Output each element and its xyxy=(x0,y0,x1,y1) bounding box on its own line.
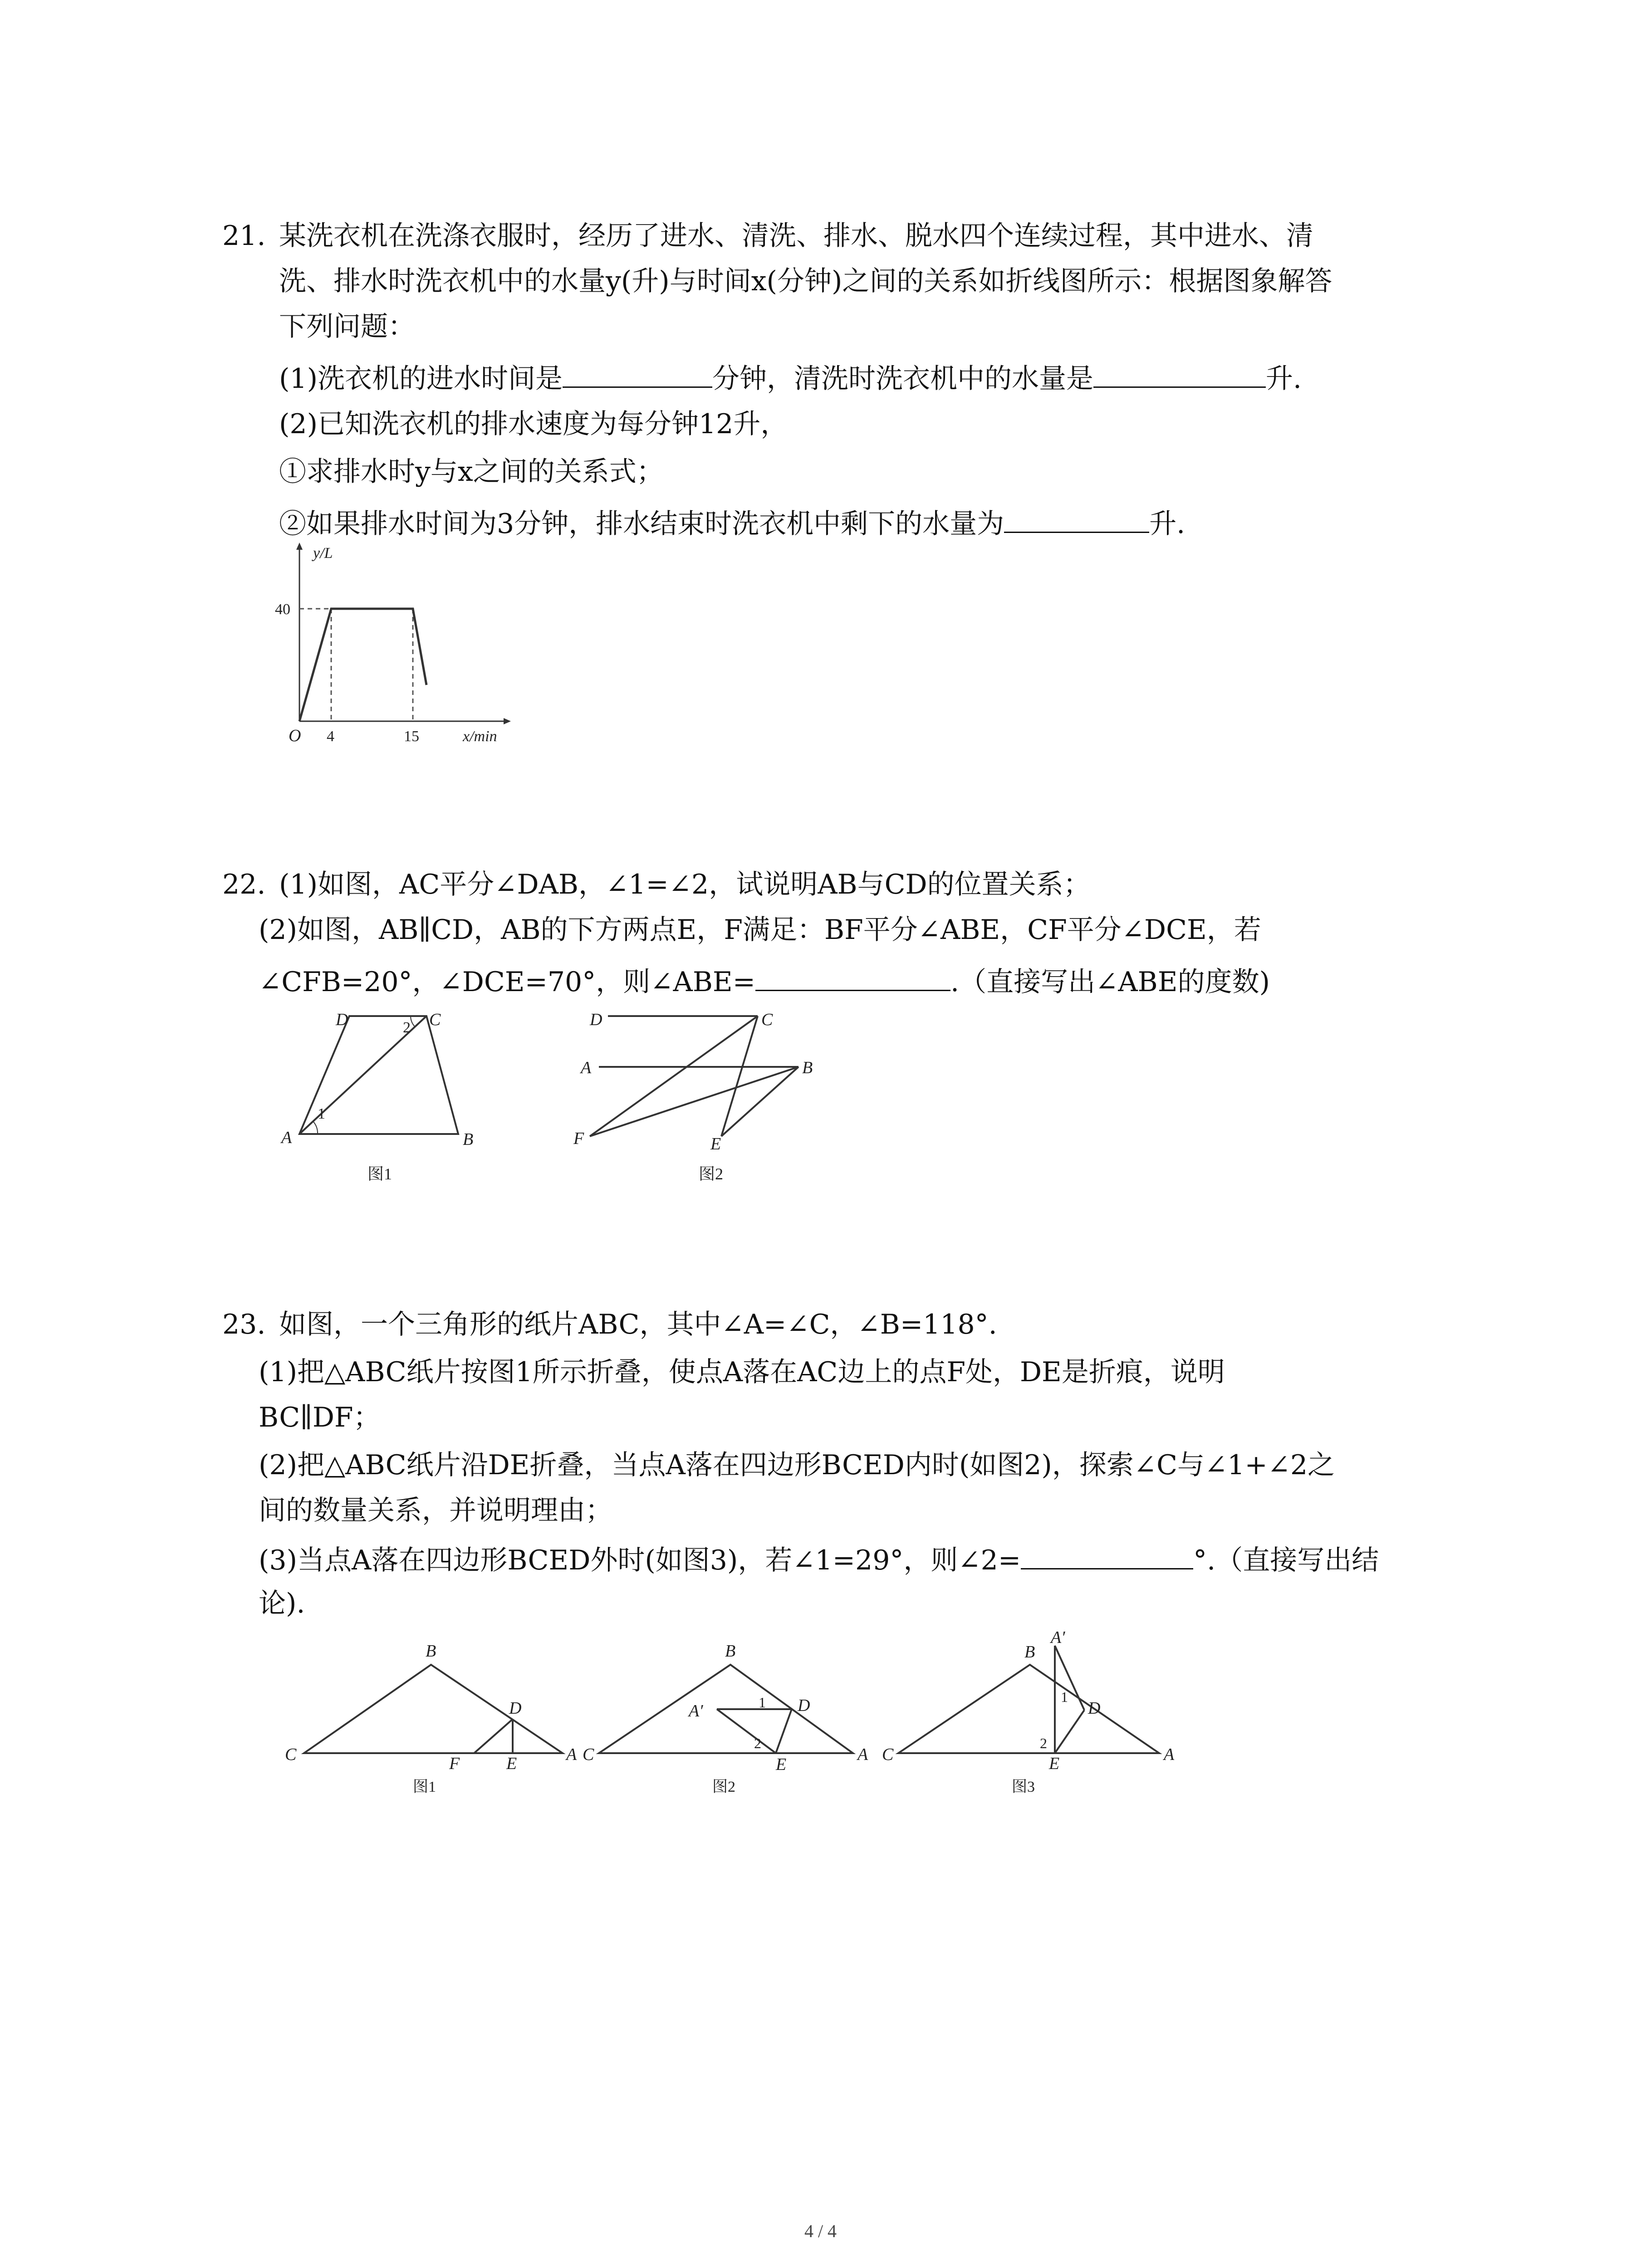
figure-caption: 图1 xyxy=(413,1779,436,1795)
question-text: 论). xyxy=(259,1588,305,1619)
point-a: A xyxy=(566,1745,577,1764)
sub-question-text: 分钟，清洗时洗衣机中的水量是 xyxy=(712,363,1093,395)
figure-22-2 xyxy=(572,998,862,1188)
point-e: E xyxy=(506,1754,517,1773)
answer-blank[interactable] xyxy=(1021,1540,1193,1569)
question-text: 间的数量关系，并说明理由； xyxy=(259,1495,612,1526)
angle-1-label: 1 xyxy=(318,1105,325,1122)
question-text xyxy=(259,962,1270,1000)
sub-question-text: 升. xyxy=(1266,363,1302,395)
sub-question-text: (1)洗衣机的进水时间是 xyxy=(279,363,563,395)
figure-caption: 图2 xyxy=(712,1779,735,1795)
point-c: C xyxy=(285,1745,297,1764)
point-b: B xyxy=(426,1642,436,1661)
point-c: C xyxy=(583,1745,594,1764)
point-b: B xyxy=(725,1642,736,1661)
answer-blank[interactable] xyxy=(1004,503,1149,533)
point-d: D xyxy=(336,1010,348,1029)
point-b: B xyxy=(463,1130,474,1149)
x-tick-15: 15 xyxy=(404,728,419,745)
point-e: E xyxy=(710,1134,721,1154)
answer-blank[interactable] xyxy=(563,358,712,388)
question-text-part: (3)当点A落在四边形BCED外时(如图3)，若∠1=29°，则∠2= xyxy=(259,1545,1021,1576)
point-a: A xyxy=(857,1745,868,1764)
origin-label: O xyxy=(289,726,301,745)
point-a: A xyxy=(281,1128,292,1147)
water-volume-graph xyxy=(272,540,526,745)
question-text: (2)如图，AB∥CD，AB的下方两点E，F满足：BF平分∠ABE，CF平分∠DCE，若 xyxy=(259,914,1261,946)
answer-blank[interactable] xyxy=(1093,358,1266,388)
figure-23-2 xyxy=(581,1633,871,1796)
point-d: D xyxy=(509,1699,522,1718)
point-b: B xyxy=(802,1058,813,1077)
figure-23-1 xyxy=(272,1633,581,1796)
sub-question-text: 升. xyxy=(1149,508,1185,540)
question-number: 23. xyxy=(222,1309,266,1340)
point-f: F xyxy=(573,1129,584,1148)
question-text xyxy=(259,1540,1379,1579)
sub-question-2-1: ①求排水时y与x之间的关系式； xyxy=(279,456,664,488)
figure-caption: 图3 xyxy=(1012,1779,1035,1795)
sub-question-2: (2)已知洗衣机的排水速度为每分钟12升， xyxy=(279,408,788,440)
angle-1-label: 1 xyxy=(1061,1689,1068,1705)
angle-2-label: 2 xyxy=(1040,1735,1047,1751)
question-text: (1)如图，AC平分∠DAB，∠1=∠2，试说明AB与CD的位置关系； xyxy=(279,869,1091,900)
x-axis-label: x/min xyxy=(463,728,497,745)
angle-1-label: 1 xyxy=(759,1694,766,1711)
figure-caption: 图2 xyxy=(699,1165,724,1183)
angle-2-label: 2 xyxy=(403,1019,411,1036)
point-d: D xyxy=(798,1696,810,1715)
figure-22-1 xyxy=(272,998,572,1188)
point-c: C xyxy=(882,1745,894,1764)
answer-blank[interactable] xyxy=(755,962,950,991)
point-e: E xyxy=(776,1755,787,1774)
point-d: D xyxy=(1088,1699,1101,1718)
sub-question-2-2 xyxy=(279,503,1185,542)
point-a-prime: A′ xyxy=(689,1701,703,1721)
question-text: (1)把△ABC纸片按图1所示折叠，使点A落在AC边上的点F处，DE是折痕，说明 xyxy=(259,1356,1225,1388)
sub-question-text: ②如果排水时间为3分钟，排水结束时洗衣机中剩下的水量为 xyxy=(279,508,1004,540)
question-text: 某洗衣机在洗涤衣服时，经历了进水、清洗、排水、脱水四个连续过程，其中进水、清 xyxy=(279,220,1313,252)
point-b: B xyxy=(1024,1642,1035,1662)
y-tick-40: 40 xyxy=(275,601,290,618)
angle-2-label: 2 xyxy=(754,1735,761,1751)
point-c: C xyxy=(429,1010,441,1029)
question-number: 21. xyxy=(222,220,266,252)
point-d: D xyxy=(590,1010,603,1029)
figure-23-3 xyxy=(880,1624,1198,1796)
question-text: 如图，一个三角形的纸片ABC，其中∠A=∠C，∠B=118°. xyxy=(279,1309,997,1340)
figure-caption: 图1 xyxy=(367,1165,392,1183)
point-a: A xyxy=(581,1058,592,1077)
question-text-part: ∠CFB=20°，∠DCE=70°，则∠ABE= xyxy=(259,966,755,998)
y-axis-label: y/L xyxy=(313,545,333,562)
question-text: 洗、排水时洗衣机中的水量y(升)与时间x(分钟)之间的关系如折线图所示：根据图象解答 xyxy=(279,265,1332,297)
question-text: (2)把△ABC纸片沿DE折叠，当点A落在四边形BCED内时(如图2)，探索∠C与∠1+∠2之 xyxy=(259,1449,1335,1481)
point-a: A xyxy=(1164,1745,1175,1764)
point-e: E xyxy=(1049,1754,1060,1773)
point-a-prime: A′ xyxy=(1051,1628,1065,1647)
question-number: 22. xyxy=(222,869,266,900)
question-text: 下列问题： xyxy=(279,311,415,342)
question-text: BC∥DF； xyxy=(259,1402,381,1433)
point-c: C xyxy=(761,1010,773,1029)
sub-question-1 xyxy=(279,358,1302,397)
question-text-part: °.（直接写出结 xyxy=(1193,1545,1379,1576)
point-f: F xyxy=(449,1754,460,1773)
page-number: 4 / 4 xyxy=(804,2221,837,2241)
x-tick-4: 4 xyxy=(327,728,334,745)
question-text-part: .（直接写出∠ABE的度数) xyxy=(950,966,1270,998)
